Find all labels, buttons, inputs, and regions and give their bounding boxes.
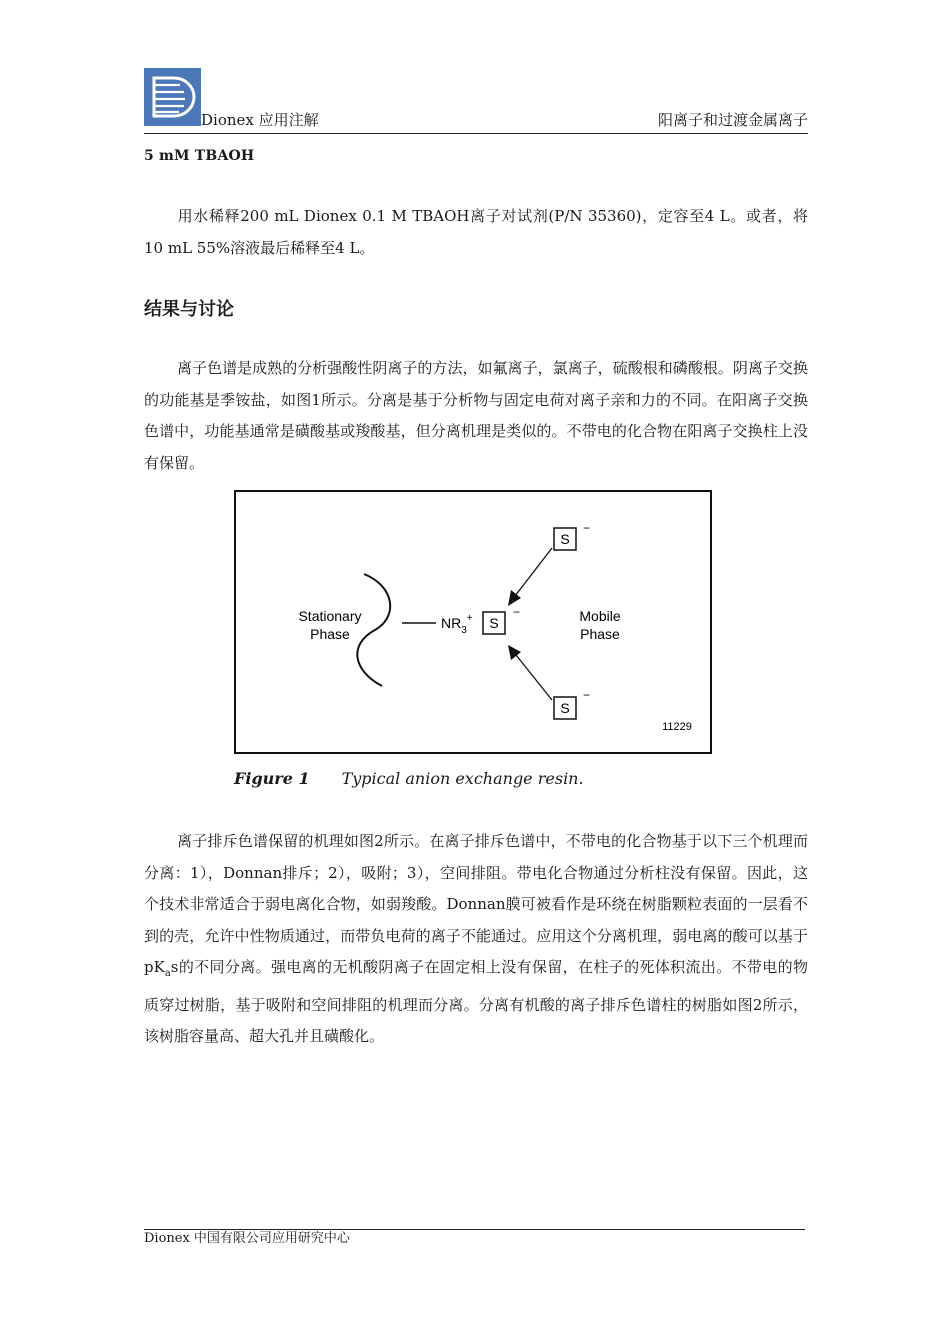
results-heading: 结果与讨论 [144, 299, 234, 320]
results-paragraph-2 [144, 826, 808, 1053]
figure-caption [234, 769, 584, 788]
figure-anion-exchange [234, 490, 712, 754]
header-divider [144, 133, 808, 134]
dionex-logo-icon [144, 68, 201, 126]
footer-divider [144, 1229, 805, 1230]
page-header [144, 68, 808, 134]
stationary-label-line1: Stationary [298, 608, 362, 624]
results-text-1: 离子色谱是成熟的分析强酸性阴离子的方法，如氟离子，氯离子，硫酸根和磷酸根。阴离子交换的功能基是季铵盐，如图1所示。分离是基于分析物与固定电荷对离子亲和力的不同。在阳离子交换色谱中，功能基通常是磺酸基或羧酸基，但分离机理是类似的。不带电的化合物在阳离子交换柱上没有保留。 [144, 359, 808, 472]
functional-group-label: $NR_3^+$ [441, 613, 473, 636]
section-title: 阳离子和过渡金属离子 [657, 111, 808, 129]
stationary-label-line2: Phase [310, 626, 350, 642]
counter-ion-label-top: S [560, 531, 570, 547]
brand-title: Dionex 应用注解 [201, 111, 319, 129]
figure-caption-label: Figure 1 [234, 769, 310, 788]
figure-id: 11229 [662, 721, 692, 733]
reagent-paragraph [144, 201, 808, 264]
reagent-title: 5 mM TBAOH [144, 148, 255, 164]
results-text-2b: s的不同分离。强电离的无机酸阴离子在固定相上没有保留，在柱子的死体积流出。不带电的物质穿过树脂，基于吸附和空间排阻的机理而分离。分离有机酸的离子排斥色谱柱的树脂如图2所示，该树脂容量高、超大孔并且磺酸化。 [144, 958, 808, 1045]
counter-ion-label-bottom: S [560, 700, 570, 716]
results-paragraph-1 [144, 353, 808, 479]
footer-text: Dionex 中国有限公司应用研究中心 [144, 1231, 350, 1246]
counter-ion-label-center: S [489, 615, 499, 631]
mobile-label-line1: Mobile [579, 608, 621, 624]
reagent-text: 用水稀释200 mL Dionex 0.1 M TBAOH离子对试剂(P/N 35360)，定容至4 L。或者，将10 mL 55%溶液最后稀释至4 L。 [144, 207, 808, 257]
charge-bottom: − [583, 688, 591, 702]
figure-caption-text: Typical anion exchange resin. [341, 769, 584, 788]
charge-center: − [513, 605, 521, 619]
results-text-2a: 离子排斥色谱保留的机理如图2所示。在离子排斥色谱中，不带电的化合物基于以下三个机理而分离：1），Donnan排斥；2），吸附；3），空间排阻。带电化合物通过分析柱没有保留。因此，这个技术非常适合于弱电离化合物，如弱羧酸。Donnan膜可被看作是环绕在树脂颗粒表面的一层看不到的壳，允许中性物质通过，而带负电荷的离子不能通过。应用这个分离机理，弱电离的酸可以基于pK [144, 832, 808, 976]
charge-top: − [583, 521, 591, 535]
mobile-label-line2: Phase [580, 626, 620, 642]
pka-subscript: a [164, 968, 171, 979]
